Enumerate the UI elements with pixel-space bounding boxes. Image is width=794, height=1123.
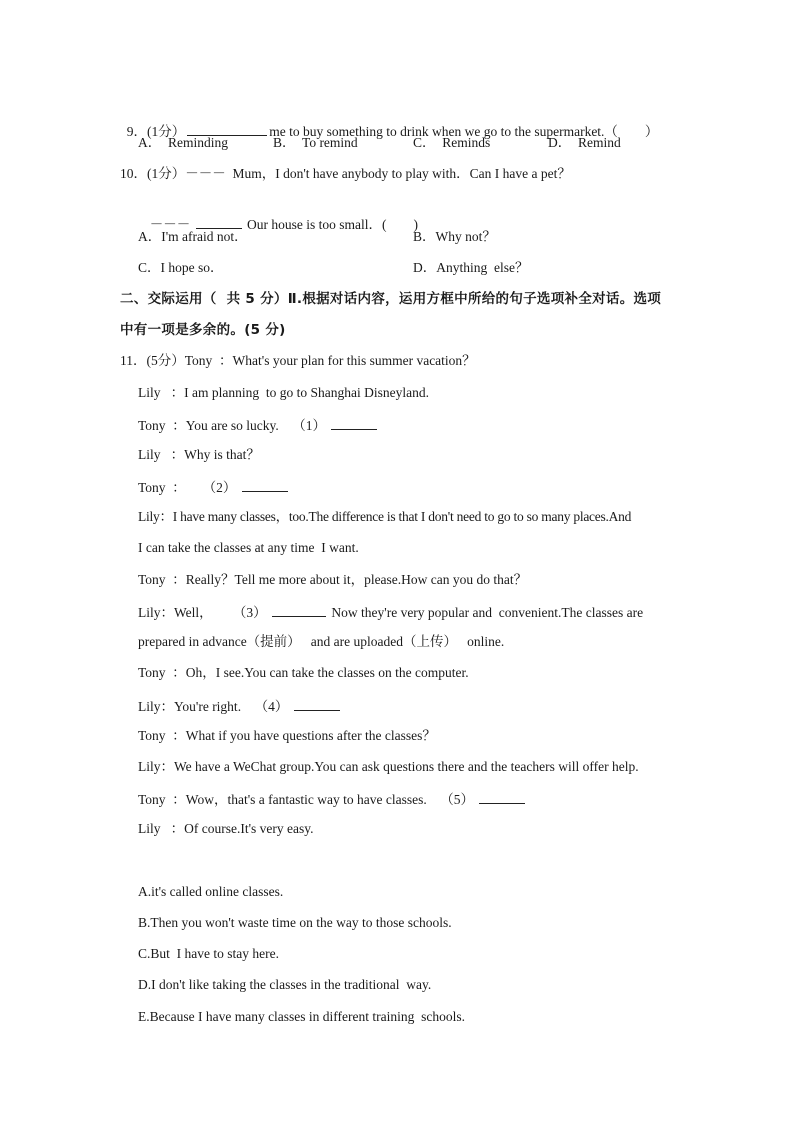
dialogue-line bbox=[138, 415, 379, 435]
dialogue-text: Lily：You're right. （4） bbox=[138, 699, 289, 714]
dialogue-text-after: Now they're very popular and convenient.The classes are bbox=[328, 605, 644, 620]
dialogue-line bbox=[138, 696, 342, 716]
dialogue-line: I can take the classes at any time I want. bbox=[138, 540, 359, 555]
dialogue-line bbox=[138, 602, 643, 622]
dialogue-line: Lily：I have many classes，too.The difference is that I don't need to go to so many places.And bbox=[138, 509, 632, 524]
q9-option-d[interactable]: D． Remind bbox=[548, 135, 621, 150]
dialogue-line bbox=[138, 789, 527, 809]
blank-3[interactable] bbox=[272, 602, 326, 617]
dialogue-line: Tony ：What if you have questions after the classes？ bbox=[138, 728, 436, 743]
blank-5[interactable] bbox=[479, 789, 525, 804]
q11-intro: 11．(5分）Tony ：What's your plan for this summer vacation？ bbox=[120, 353, 476, 368]
dialogue-line: prepared in advance（提前） and are uploaded（上传） online. bbox=[138, 634, 505, 649]
q10-option-c[interactable]: C．I hope so． bbox=[138, 260, 224, 275]
dialogue-line: Tony ：Oh，I see.You can take the classes on the computer. bbox=[138, 665, 469, 680]
choice-b: B.Then you won't waste time on the way to those schools. bbox=[138, 915, 452, 930]
dialogue-text: Tony ：Wow，that's a fantastic way to have classes. （5） bbox=[138, 792, 474, 807]
choice-a: A.it's called online classes. bbox=[138, 884, 284, 899]
dialogue-line bbox=[138, 477, 290, 497]
q9-option-a[interactable]: A． Reminding bbox=[138, 135, 228, 150]
dialogue-line: Lily ：Of course.It's very easy. bbox=[138, 821, 314, 836]
choice-d: D.I don't like taking the classes in the traditional way. bbox=[138, 977, 432, 992]
q9-option-c[interactable]: C． Reminds bbox=[413, 135, 491, 150]
blank-2[interactable] bbox=[242, 477, 288, 492]
q10-dashes: －－－ bbox=[149, 217, 191, 232]
choice-e: E.Because I have many classes in different training schools. bbox=[138, 1009, 466, 1024]
dialogue-line: Lily：We have a WeChat group.You can ask questions there and the teachers will offer help. bbox=[138, 759, 639, 774]
q10-line1: 10．(1分）－－－ Mum，I don't have anybody to play with．Can I have a pet？ bbox=[120, 166, 571, 181]
dialogue-line: Lily ：Why is that？ bbox=[138, 447, 260, 462]
section2-heading-line1: 二、交际运用（ 共 5 分）Ⅱ.根据对话内容，运用方框中所给的句子选项补全对话。选项 bbox=[120, 291, 662, 307]
section2-heading-line2: 中有一项是多余的。(5 分) bbox=[120, 322, 286, 338]
q10-option-a[interactable]: A．I'm afraid not． bbox=[138, 229, 248, 244]
blank-1[interactable] bbox=[331, 415, 377, 430]
q10-answer-blank[interactable] bbox=[196, 214, 242, 229]
choice-c: C.But I have to stay here. bbox=[138, 946, 279, 961]
q9-suffix: me to buy something to drink when we go to the supermarket.（ ） bbox=[269, 124, 659, 139]
q10-option-b[interactable]: B．Why not？ bbox=[413, 229, 496, 244]
dialogue-text: Lily：Well， （3） bbox=[138, 605, 267, 620]
q9-prefix: 9．(1分） bbox=[126, 124, 186, 139]
blank-4[interactable] bbox=[294, 696, 340, 711]
dialogue-text: Tony ： （2） bbox=[138, 480, 237, 495]
dialogue-line: Lily ：I am planning to go to Shanghai Disneyland. bbox=[138, 385, 429, 400]
q10-line2-suffix: Our house is too small．( ) bbox=[247, 217, 418, 232]
dialogue-line: Tony ：Really？Tell me more about it，please.How can you do that？ bbox=[138, 572, 528, 587]
q9-option-b[interactable]: B． To remind bbox=[273, 135, 358, 150]
q10-option-d[interactable]: D．Anything else？ bbox=[413, 260, 529, 275]
dialogue-text: Tony ：You are so lucky. （1） bbox=[138, 418, 327, 433]
